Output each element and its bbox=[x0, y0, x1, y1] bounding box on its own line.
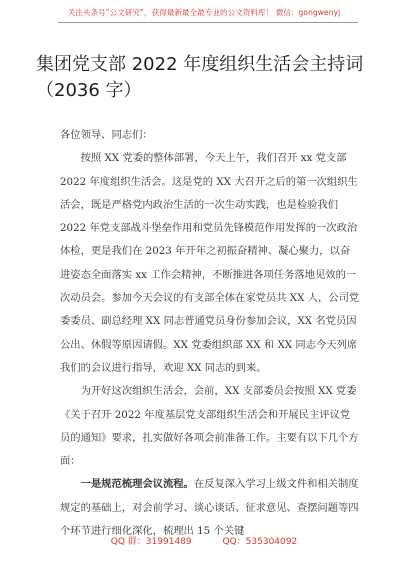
paragraph-2: 为开好这次组织生活会，会前，XX 支部委员会按照 XX 党委《关于召开 2022 年度基层党支部组织生活会和开展民主评议党员的通知》要求，扎实做好各项会前准备工作。主要有以下几个方面： bbox=[60, 385, 359, 468]
paragraph-3-text: 在反复深入学习上级文件和相关制度规定的基础上，对会前学习、谈心谈话、征求意见、查摆问题等四个环节进行细化深化，梳理出 15 个关键 bbox=[60, 478, 359, 538]
paragraph-3-heading: 一是规范梳理会议流程。 bbox=[80, 478, 194, 491]
salutation: 各位领导、同志们： bbox=[60, 129, 153, 141]
paragraph-1: 按照 XX 党委的整体部署，今天上午，我们召开 xx 党支部 2022 年度组织生活会。这是党的 XX 大召开之后的第一次组织生活会，既是严格党内政治生活的一次生动实践，也是检验我们 2022 年党支部战斗堡垒作用和党员先锋模范作用发挥的一次政治体检，更是我们在 2023 年开年之初振奋精神、凝心聚力，以奋进姿态全面落实 xx 工作会精神，不断推进各项任务落地见效的一次动员会。参加今天会议的有支部全体在家党员共 XX 人，公司党委委员、副总经理 XX 同志普通党员身份参加会议，XX 名党员因公出、休假等原因请假。XX 党委组织部 XX 和 XX 同志今天列席我们的会议进行指导，欢迎 XX 同志的到来。 bbox=[60, 152, 360, 374]
title-line-2: （2036 字） bbox=[36, 80, 142, 101]
title-line-1: 集团党支部 2022 年度组织生活会主持词 bbox=[36, 54, 364, 75]
document-title bbox=[36, 52, 376, 104]
footer-qq: QQ：535304092 bbox=[222, 537, 298, 547]
paragraph-3 bbox=[60, 473, 360, 543]
footer-qq-group: QQ 群：31991489 bbox=[110, 537, 192, 547]
footer bbox=[0, 534, 408, 547]
header-banner: 关注头条号“公文研究”，获得最新最全最专业的公文资料库！ 微信：gongwenyj bbox=[67, 8, 341, 17]
document-body bbox=[60, 124, 360, 543]
header-divider bbox=[58, 22, 358, 23]
